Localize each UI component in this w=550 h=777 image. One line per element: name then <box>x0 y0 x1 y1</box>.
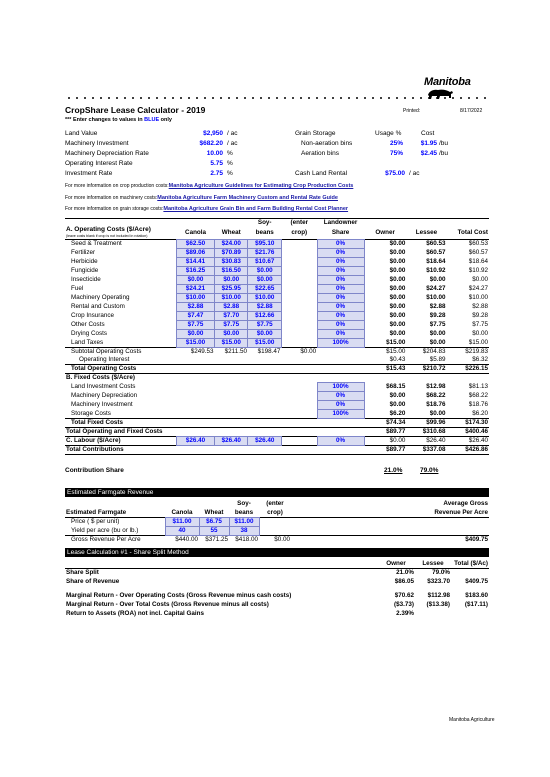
share-revenue-row: Share of Revenue $86.05 $323.70 $409.75 <box>66 578 488 585</box>
enter-crop-cell <box>281 303 317 312</box>
operating-cost-row <box>65 294 489 303</box>
landowner-share-input[interactable]: 0% <box>317 321 364 330</box>
soy-cost-input[interactable]: $0.00 <box>248 267 281 276</box>
wheat-cost-input[interactable]: $30.83 <box>215 258 248 267</box>
investment-rate-input[interactable]: 2.75 <box>210 170 223 177</box>
manitoba-logo: Manitoba <box>424 76 489 102</box>
lessee-cost: $0.00 <box>429 330 446 338</box>
footer-text: Manitoba Agriculture <box>449 717 495 723</box>
canola-cost-input[interactable]: $24.21 <box>177 285 215 294</box>
farmgate-revenue-bar: Estimated Farmgate Revenue <box>65 488 489 497</box>
soy-cost-input[interactable]: $7.75 <box>248 321 281 330</box>
printed-label: Printed: <box>403 108 421 114</box>
page-title: CropShare Lease Calculator - 2019 <box>65 105 206 115</box>
fixed-cost-row <box>65 392 489 401</box>
cost-label: Other Costs <box>71 321 105 329</box>
wheat-cost-input[interactable]: $25.95 <box>215 285 248 294</box>
owner-cost: $0.00 <box>389 321 406 329</box>
cost-label: Herbicide <box>71 258 98 266</box>
enter-note: *** Enter changes to values in BLUE only <box>65 117 172 123</box>
enter-crop-cell <box>281 294 317 303</box>
enter-crop-cell <box>281 312 317 321</box>
aeration-cost-input[interactable]: $2.45 <box>420 150 437 157</box>
wheat-cost-input[interactable]: $7.75 <box>215 321 248 330</box>
cost-label: Fertilizer <box>71 249 96 257</box>
landowner-share-input[interactable]: 0% <box>317 267 364 276</box>
yield-wheat-input[interactable]: 55 <box>199 526 229 535</box>
total-cost: $10.00 <box>468 294 488 302</box>
price-canola-input[interactable]: $11.00 <box>165 517 199 526</box>
lessee-cost: $0.00 <box>429 410 446 418</box>
lease-calculation-bar: Lease Calculation #1 - Share Split Method <box>65 548 489 557</box>
total-cost: $6.20 <box>472 410 488 418</box>
owner-cost: $0.00 <box>389 267 406 275</box>
subtotal-row: Subtotal Operating Costs $249.53 $211.50 $198.47 $0.00 $15.00 $204.83 $219.83 <box>65 348 489 357</box>
yield-soy-input[interactable]: 38 <box>229 526 259 535</box>
cost-label: Fungicide <box>71 267 99 275</box>
enter-crop-cell <box>281 249 317 258</box>
machinery-investment-row: Machinery Investment $682.20 / ac Non-aeration bins 25% $1.95 /bu <box>65 140 449 147</box>
operating-cost-row <box>65 267 489 276</box>
lessee-cost: $2.88 <box>429 303 446 311</box>
landowner-share-input[interactable]: 0% <box>317 330 364 339</box>
owner-cost: $0.00 <box>389 285 406 293</box>
lease-header-row: Owner Lessee Total ($/Ac) <box>65 559 489 568</box>
landowner-share-input[interactable]: 0% <box>317 392 364 401</box>
total-cost: $9.28 <box>472 312 488 320</box>
cost-label: Rental and Custom <box>71 303 125 311</box>
soy-cost-input[interactable]: $12.66 <box>248 312 281 321</box>
wheat-cost-input[interactable]: $2.88 <box>215 303 248 312</box>
canola-cost-input[interactable]: $2.88 <box>177 303 215 312</box>
cost-label: Land Taxes <box>71 338 104 346</box>
total-cost: $2.88 <box>472 303 488 311</box>
operating-cost-row <box>65 276 489 285</box>
section-a-title: A. Operating Costs ($/Acre) <box>66 226 151 234</box>
lessee-cost: $9.28 <box>429 312 446 320</box>
machinery-investment-input[interactable]: $682.20 <box>199 140 223 147</box>
cost-label: Fuel <box>71 285 84 293</box>
operating-cost-row <box>65 285 489 294</box>
farmgate-table <box>65 499 489 544</box>
wheat-cost-input[interactable]: $7.70 <box>215 312 248 321</box>
total-cost: $10.92 <box>468 267 488 275</box>
printed-date: 8/17/2022 <box>460 108 483 114</box>
wheat-cost-input[interactable]: $70.89 <box>215 249 248 258</box>
soy-cost-input[interactable]: $0.00 <box>248 330 281 339</box>
soy-cost-input[interactable]: $21.76 <box>248 249 281 258</box>
info-machinery: For more information on machinery costs:Manitoba Agriculture Farm Machinery Custom and Rental Rate Guide <box>65 195 338 201</box>
investment-rate-row: Investment Rate 2.75 % Cash Land Rental $75.00 / ac <box>65 170 420 177</box>
canola-cost-input[interactable]: $16.25 <box>177 267 215 276</box>
fixed-cost-rows <box>65 383 489 419</box>
total-cost: $68.22 <box>468 392 488 400</box>
landowner-share-input[interactable]: 0% <box>317 294 364 303</box>
operating-cost-row <box>65 303 489 312</box>
total-cost: $0.00 <box>472 330 488 338</box>
soy-cost-input[interactable]: $2.88 <box>248 303 281 312</box>
labour-soy-input[interactable]: $26.40 <box>248 437 281 446</box>
labour-row: C. Labour ($/Acre) $26.40 $26.40 $26.40 0% $0.00 $26.40 $26.40 <box>66 437 488 445</box>
operating-cost-row <box>65 249 489 258</box>
enter-crop-cell <box>281 285 317 294</box>
machinery-rate-link[interactable]: Manitoba Agriculture Farm Machinery Custom and Rental Rate Guide <box>157 195 338 201</box>
lessee-cost: $24.27 <box>426 285 446 293</box>
total-contributions-row: Total Contributions $89.77 $337.08 $426.86 <box>66 446 488 454</box>
lessee-cost: $10.92 <box>426 267 446 275</box>
roa-row: Return to Assets (ROA) not incl. Capital Gains 2.39% <box>66 610 414 617</box>
owner-cost: $68.15 <box>386 383 406 391</box>
owner-cost: $0.00 <box>389 401 406 409</box>
landowner-share-input[interactable]: 100% <box>317 339 364 348</box>
enter-crop-cell <box>281 321 317 330</box>
info-grain-storage: For more information on grain storage costs:Manitoba Agriculture Grain Bin and Farm Building Rental Cost Planner <box>65 206 349 212</box>
owner-cost: $0.00 <box>389 392 406 400</box>
fixed-cost-row <box>65 410 489 419</box>
enter-crop-cell <box>281 240 317 249</box>
lessee-cost: $18.76 <box>426 401 446 409</box>
owner-cost: $0.00 <box>389 258 406 266</box>
enter-crop-cell <box>281 267 317 276</box>
enter-crop-cell <box>281 339 317 348</box>
cost-label: Machinery Operating <box>71 294 130 302</box>
wheat-cost-input[interactable]: $15.00 <box>215 339 248 348</box>
land-value-input[interactable]: $2,950 <box>203 130 223 137</box>
total-cost: $24.27 <box>468 285 488 293</box>
total-cost: $81.13 <box>468 383 488 391</box>
cost-label: Machinery Investment <box>71 401 133 409</box>
info-crop-production: For more information on crop production costs:Manitoba Agriculture Guidelines for Estimating Crop Production Costs <box>65 183 354 189</box>
wheat-cost-input[interactable]: $0.00 <box>215 330 248 339</box>
canola-cost-input[interactable]: $14.41 <box>177 258 215 267</box>
owner-cost: $0.00 <box>389 240 406 248</box>
lessee-cost: $0.00 <box>429 276 446 284</box>
soy-cost-input[interactable]: $10.67 <box>248 258 281 267</box>
share-split-row: Share Split 21.0% 79.0% <box>66 569 450 577</box>
total-operating-row: Total Operating Costs $15.43 $210.72 $226.15 <box>65 365 489 374</box>
landowner-share-input[interactable]: 0% <box>317 276 364 285</box>
soy-cost-input[interactable]: $15.00 <box>248 339 281 348</box>
landowner-share-input[interactable]: 0% <box>317 285 364 294</box>
cost-label: Drying Costs <box>71 330 108 338</box>
total-operating-fixed-row: Total Operating and Fixed Costs $89.77 $310.68 $400.46 <box>66 428 488 436</box>
canola-cost-input[interactable]: $10.00 <box>177 294 215 303</box>
landowner-share-input[interactable]: 0% <box>317 249 364 258</box>
non-aeration-cost-input[interactable]: $1.95 <box>420 140 437 147</box>
land-value-row: Land Value $2,950 / ac Grain Storage Usage % Cost <box>65 130 435 137</box>
price-wheat-input[interactable]: $6.75 <box>199 517 229 526</box>
landowner-share-input[interactable]: 100% <box>317 410 364 419</box>
non-aeration-usage-input[interactable]: 25% <box>389 140 403 147</box>
labour-canola-input[interactable]: $26.40 <box>177 437 215 446</box>
marginal-operating-row: Marginal Return - Over Operating Costs (Gross Revenue minus cash costs) $70.62 $112.98 $183.60 <box>66 592 488 599</box>
landowner-share-input[interactable]: 100% <box>317 383 364 392</box>
enter-crop-cell <box>281 258 317 267</box>
total-cost: $7.75 <box>472 321 488 329</box>
yield-row: Yield per acre (bu or lb.) 40 55 38 <box>65 526 489 535</box>
total-fixed-row: Total Fixed Costs $74.34 $99.96 $174.30 <box>65 419 489 428</box>
owner-cost: $15.00 <box>386 338 406 346</box>
cost-label: Seed & Treatment <box>71 240 122 248</box>
operating-cost-row <box>65 321 489 330</box>
owner-cost: $6.20 <box>389 410 406 418</box>
grain-bin-link[interactable]: Manitoba Agriculture Grain Bin and Farm Building Rental Cost Planner <box>163 206 349 212</box>
soy-cost-input[interactable]: $10.00 <box>248 294 281 303</box>
crop-production-link[interactable]: Manitoba Agriculture Guidelines for Estimating Crop Production Costs <box>168 183 354 189</box>
enter-crop-cell <box>281 276 317 285</box>
yield-canola-input[interactable]: 40 <box>165 526 199 535</box>
dotted-divider <box>65 96 489 100</box>
cash-land-rental-input[interactable]: $75.00 <box>385 170 405 177</box>
total-cost: $18.76 <box>468 401 488 409</box>
wheat-cost-input[interactable]: $10.00 <box>215 294 248 303</box>
labour-wheat-input[interactable]: $26.40 <box>215 437 248 446</box>
landowner-share-input[interactable]: 0% <box>317 258 364 267</box>
lessee-cost: $10.00 <box>426 294 446 302</box>
soy-cost-input[interactable]: $95.10 <box>248 240 281 249</box>
landowner-share-input[interactable]: 0% <box>317 312 364 321</box>
lessee-cost: $68.22 <box>426 392 446 400</box>
landowner-share-input[interactable]: 0% <box>317 303 364 312</box>
operating-cost-rows <box>65 240 489 348</box>
canola-cost-input[interactable]: $0.00 <box>177 330 215 339</box>
gross-revenue-row: Gross Revenue Per Acre $440.00 $371.25 $418.00 $0.00 $409.75 <box>65 535 489 544</box>
aeration-usage-input[interactable]: 75% <box>389 150 403 157</box>
operating-interest-row: Operating Interest Rate 5.75 % <box>65 160 233 167</box>
fixed-cost-row <box>65 383 489 392</box>
operating-cost-row <box>65 240 489 249</box>
operating-cost-row <box>65 339 489 348</box>
cost-label: Crop Insurance <box>71 312 115 320</box>
total-cost: $0.00 <box>472 276 488 284</box>
price-row: Price ( $ per unit) $11.00 $6.75 $11.00 <box>65 517 489 526</box>
landowner-share-input[interactable]: 0% <box>317 401 364 410</box>
wheat-cost-input[interactable]: $24.00 <box>215 240 248 249</box>
soy-cost-input[interactable]: $22.65 <box>248 285 281 294</box>
cost-table <box>65 218 489 455</box>
lessee-cost: $0.00 <box>429 338 446 346</box>
lessee-cost: $12.98 <box>426 383 446 391</box>
owner-cost: $0.00 <box>389 312 406 320</box>
machinery-depreciation-row: Machinery Depreciation Rate 10.00 % Aeration bins 75% $2.45 /bu <box>65 150 449 157</box>
cost-header-row-2: A. Operating Costs ($/Acre) (leave costs blank if crop is not included in rotation) Canola Wheat beans crop) Share Owner Lessee Total Cost <box>66 226 488 239</box>
machinery-depreciation-input[interactable]: 10.00 <box>206 150 223 157</box>
cost-label: Storage Costs <box>71 410 111 418</box>
owner-cost: $0.00 <box>389 294 406 302</box>
operating-interest-input[interactable]: 5.75 <box>210 160 223 167</box>
owner-cost: $0.00 <box>389 330 406 338</box>
operating-cost-row <box>65 258 489 267</box>
section-b-title: B. Fixed Costs ($/Acre) <box>66 374 135 382</box>
total-cost: $18.64 <box>468 258 488 266</box>
owner-cost: $0.00 <box>389 276 406 284</box>
soy-cost-input[interactable]: $0.00 <box>248 276 281 285</box>
lease-table <box>65 559 489 618</box>
farmgate-header-row-1: Soy- (enter Average Gross <box>237 500 488 507</box>
cost-label: Insecticide <box>71 276 101 284</box>
cost-label: Machinery Depreciation <box>71 392 138 400</box>
canola-cost-input[interactable]: $7.47 <box>177 312 215 321</box>
canola-cost-input[interactable]: $7.75 <box>177 321 215 330</box>
canola-cost-input[interactable]: $62.50 <box>177 240 215 249</box>
landowner-share-input[interactable]: 0% <box>317 240 364 249</box>
total-cost: $60.53 <box>468 240 488 248</box>
lessee-cost: $60.53 <box>426 240 446 248</box>
canola-cost-input[interactable]: $89.06 <box>177 249 215 258</box>
cost-header-row-1: Soy- (enter Landowner <box>65 219 489 228</box>
lessee-cost: $18.64 <box>426 258 446 266</box>
canola-cost-input[interactable]: $15.00 <box>177 339 215 348</box>
owner-cost: $0.00 <box>389 249 406 257</box>
wheat-cost-input[interactable]: $0.00 <box>215 276 248 285</box>
farmgate-header-row-2: Estimated Farmgate Canola Wheat beans crop) Revenue Per Acre <box>66 508 488 516</box>
operating-interest-cost-row: Operating Interest $0.43 $5.89 $6.32 <box>79 356 488 364</box>
fixed-cost-row <box>65 401 489 410</box>
cost-label: Land Investment Costs <box>71 383 136 391</box>
total-cost: $60.57 <box>468 249 488 257</box>
lessee-cost: $7.75 <box>429 321 446 329</box>
canola-cost-input[interactable]: $0.00 <box>177 276 215 285</box>
owner-cost: $0.00 <box>389 303 406 311</box>
total-cost: $15.00 <box>468 338 488 346</box>
enter-crop-cell <box>281 330 317 339</box>
price-soy-input[interactable]: $11.00 <box>229 517 259 526</box>
labour-share-input[interactable]: 0% <box>317 437 364 446</box>
operating-cost-row <box>65 312 489 321</box>
marginal-total-row: Marginal Return - Over Total Costs (Gross Revenue minus all costs) ($3.73) ($13.38) ($17.11) <box>66 601 488 608</box>
wheat-cost-input[interactable]: $16.50 <box>215 267 248 276</box>
operating-cost-row <box>65 330 489 339</box>
lessee-cost: $60.57 <box>426 249 446 257</box>
section-b-row <box>65 374 489 383</box>
